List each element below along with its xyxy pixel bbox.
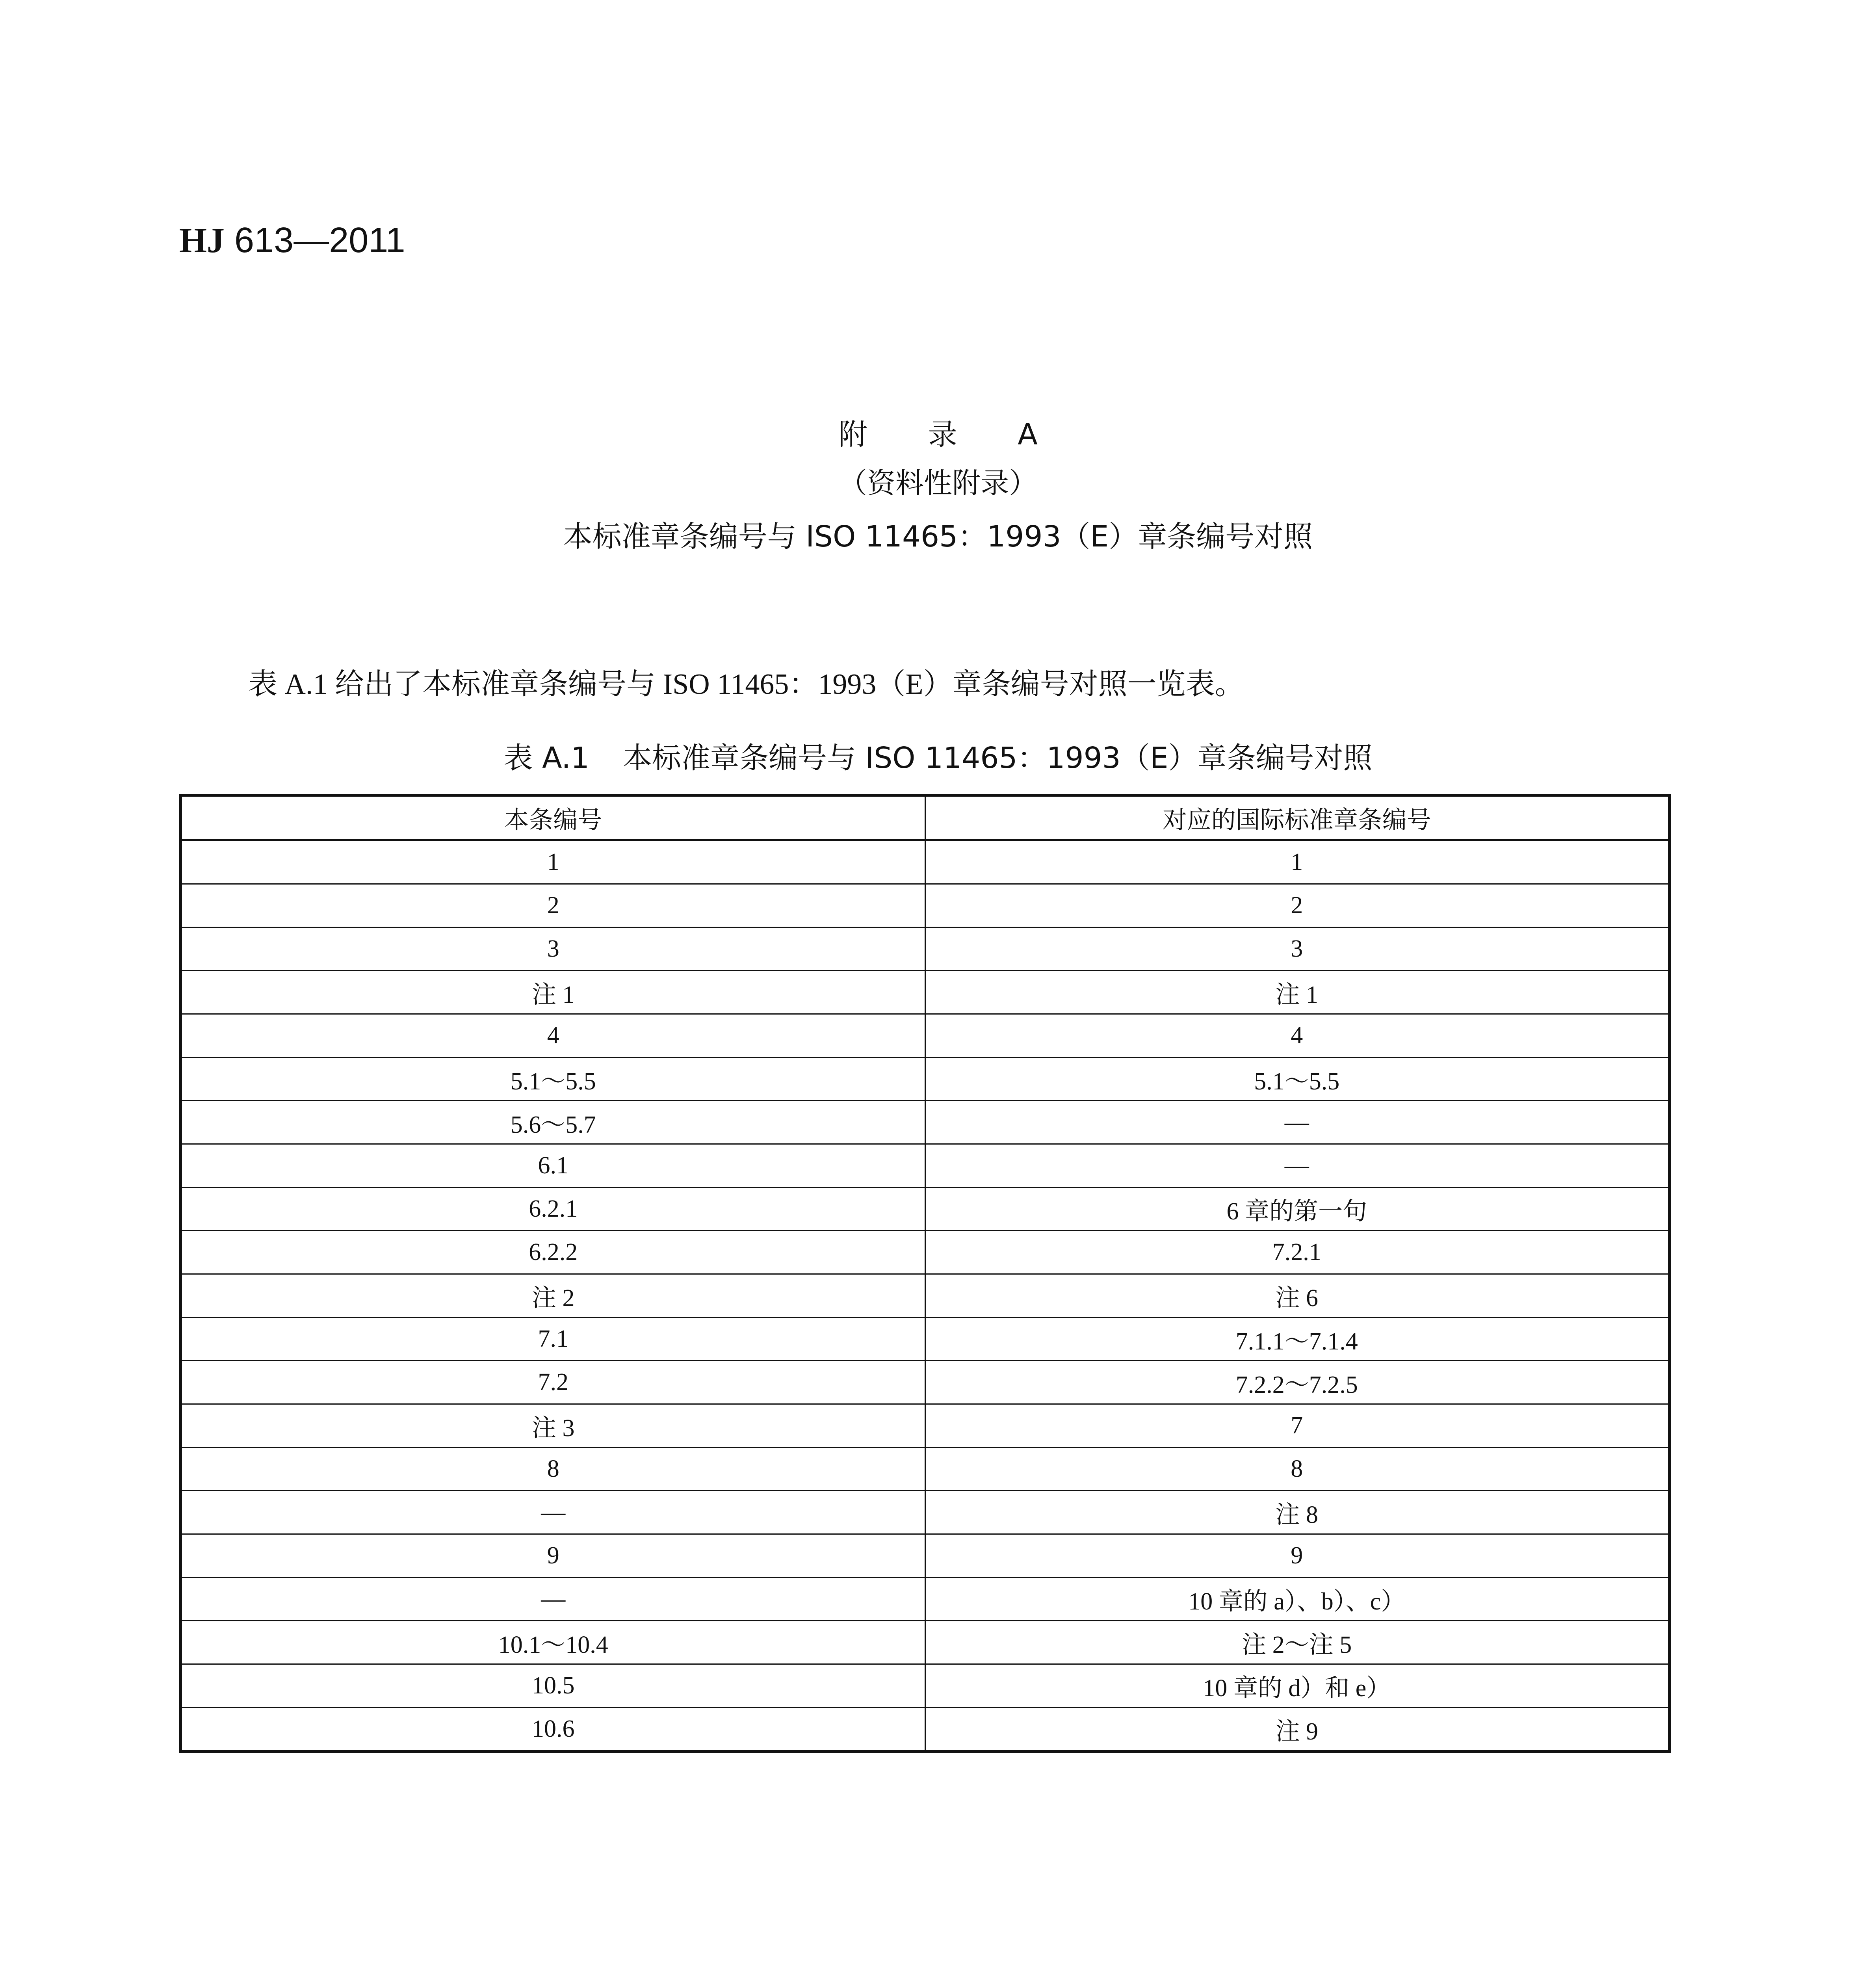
table-row <box>181 1274 1670 1318</box>
table-caption <box>0 743 1876 773</box>
standard-code: HJ <box>179 221 225 260</box>
table-cell: 1 <box>925 840 1670 884</box>
table-cell: 6.2.1 <box>181 1188 925 1231</box>
table-cell: — <box>181 1578 925 1621</box>
table-cell: 7.1.1～7.1.4 <box>925 1318 1670 1361</box>
table-row <box>181 1057 1670 1101</box>
table-cell: 8 <box>925 1448 1670 1491</box>
intro-paragraph: 表 A.1 给出了本标准章条编号与 ISO 11465：1993（E）章条编号对照一览表。 <box>248 668 1244 701</box>
table-row <box>181 1404 1670 1448</box>
table-cell: 注 2～注 5 <box>925 1621 1670 1664</box>
column-header: 对应的国际标准章条编号 <box>925 795 1670 840</box>
table-header-row <box>181 795 1670 840</box>
table-caption-title: 本标准章条编号与 ISO 11465：1993（E）章条编号对照 <box>622 741 1373 775</box>
table-row <box>181 927 1670 971</box>
table-cell: 注 2 <box>181 1274 925 1318</box>
table-row <box>181 1144 1670 1188</box>
table-caption-number: 表 A.1 <box>503 741 589 775</box>
table-body <box>181 840 1670 1752</box>
appendix-title-char: 录 <box>928 418 957 452</box>
table-row <box>181 971 1670 1014</box>
table-cell: — <box>181 1491 925 1534</box>
table-cell: 2 <box>925 884 1670 927</box>
table-row <box>181 1231 1670 1274</box>
column-header: 本条编号 <box>181 795 925 840</box>
table-cell: 9 <box>925 1534 1670 1578</box>
table-row <box>181 1188 1670 1231</box>
table-row <box>181 1621 1670 1664</box>
table-row <box>181 1101 1670 1144</box>
table-cell: 7.2.2～7.2.5 <box>925 1361 1670 1404</box>
table-cell: 注 3 <box>181 1404 925 1448</box>
table-row <box>181 1664 1670 1708</box>
table-cell: 7.1 <box>181 1318 925 1361</box>
table-cell: 注 1 <box>181 971 925 1014</box>
table-cell: 7.2.1 <box>925 1231 1670 1274</box>
table-row <box>181 884 1670 927</box>
table-cell: 4 <box>925 1014 1670 1057</box>
table-cell: 6.1 <box>181 1144 925 1188</box>
table-cell: 3 <box>925 927 1670 971</box>
table-cell: 注 9 <box>925 1708 1670 1752</box>
table-cell: 5.1～5.5 <box>181 1057 925 1101</box>
table-cell: 8 <box>181 1448 925 1491</box>
table-cell: 10.6 <box>181 1708 925 1752</box>
table-cell: 7.2 <box>181 1361 925 1404</box>
table-cell: 10 章的 a）、b）、c） <box>925 1578 1670 1621</box>
appendix-title-char: 附 <box>838 418 868 452</box>
table-cell: 4 <box>181 1014 925 1057</box>
appendix-title <box>0 418 1876 452</box>
table-cell: 6.2.2 <box>181 1231 925 1274</box>
table-row <box>181 1578 1670 1621</box>
table-cell: 10.5 <box>181 1664 925 1708</box>
table-cell: 2 <box>181 884 925 927</box>
table-cell: 6 章的第一句 <box>925 1188 1670 1231</box>
table-cell: 5.1～5.5 <box>925 1057 1670 1101</box>
table-cell: 注 8 <box>925 1491 1670 1534</box>
table-cell: 10.1～10.4 <box>181 1621 925 1664</box>
table-cell: 3 <box>181 927 925 971</box>
document-header <box>179 223 405 258</box>
table-row <box>181 1448 1670 1491</box>
table-row <box>181 840 1670 884</box>
table-cell: — <box>925 1101 1670 1144</box>
table-cell: 10 章的 d）和 e） <box>925 1664 1670 1708</box>
table-row <box>181 1491 1670 1534</box>
table-cell: 7 <box>925 1404 1670 1448</box>
table-cell: 1 <box>181 840 925 884</box>
table-cell: 9 <box>181 1534 925 1578</box>
table-row <box>181 1318 1670 1361</box>
appendix-title-char: A <box>1018 418 1038 452</box>
table-cell: — <box>925 1144 1670 1188</box>
table-row <box>181 1534 1670 1578</box>
table-row <box>181 1014 1670 1057</box>
appendix-heading: 本标准章条编号与 ISO 11465：1993（E）章条编号对照 <box>563 520 1313 554</box>
table-cell: 注 6 <box>925 1274 1670 1318</box>
table-cell: 5.6～5.7 <box>181 1101 925 1144</box>
standard-number: 613—2011 <box>234 221 405 260</box>
table-row <box>181 1708 1670 1752</box>
table-row <box>181 1361 1670 1404</box>
appendix-subtitle: （资料性附录） <box>838 466 1037 500</box>
clause-mapping-table <box>179 794 1671 1753</box>
table-cell: 注 1 <box>925 971 1670 1014</box>
